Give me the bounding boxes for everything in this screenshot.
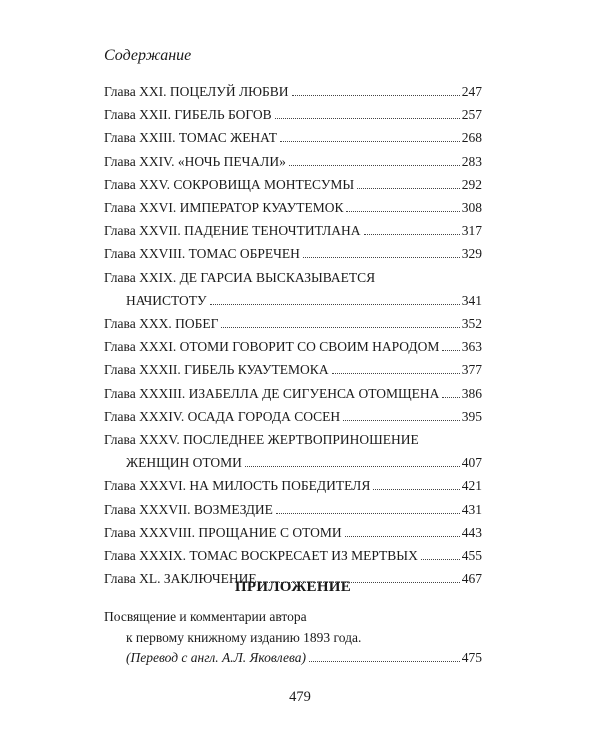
- toc-entry-page: 257: [461, 107, 482, 123]
- toc-entry-label: Глава XXX. ПОБЕГ: [104, 316, 219, 332]
- appendix-entry-title: Посвящение и комментарии автора: [104, 609, 307, 624]
- dot-leader: [280, 141, 460, 142]
- toc-entry: [104, 126, 482, 149]
- toc-entry-label-continued: НАЧИСТОТУ: [126, 292, 207, 308]
- toc-entry-label: Глава XXXII. ГИБЕЛЬ КУАУТЕМОКА: [104, 362, 329, 378]
- appendix-entry-page: 475: [461, 650, 482, 665]
- toc-entry: [104, 103, 482, 126]
- dot-leader: [309, 661, 460, 662]
- toc-entry-page: 431: [461, 501, 482, 517]
- toc-entry-label: Глава XXII. ГИБЕЛЬ БОГОВ: [104, 107, 272, 123]
- dot-leader: [221, 327, 459, 328]
- toc-entry-page: 268: [461, 130, 482, 146]
- toc-entry: [104, 382, 482, 405]
- toc-entry-label: Глава XXIX. ДЕ ГАРСИА ВЫСКАЗЫВАЕТСЯ: [104, 269, 376, 285]
- dot-leader: [442, 350, 459, 351]
- page-number: 479: [289, 689, 311, 705]
- toc-entry-page: 467: [461, 571, 482, 587]
- toc-entry-page: 247: [461, 84, 482, 99]
- toc-entry-label: Глава XXXVII. ВОЗМЕЗДИЕ: [104, 501, 273, 517]
- toc-entry-label: Глава XXVIII. ТОМАС ОБРЕЧЕН: [104, 246, 300, 262]
- toc-entry: [104, 498, 482, 521]
- toc-entry-label: Глава XXXV. ПОСЛЕДНЕЕ ЖЕРТВОПРИНОШЕНИЕ: [104, 432, 419, 448]
- toc-entry: [104, 242, 482, 265]
- dot-leader: [345, 536, 460, 537]
- dot-leader: [357, 188, 460, 189]
- toc-entry: [104, 358, 482, 381]
- toc-entry-page: 377: [461, 362, 482, 378]
- dot-leader: [245, 466, 460, 467]
- toc-entry: [104, 312, 482, 335]
- toc-entry: [104, 150, 482, 173]
- toc-entry-page: 292: [461, 176, 482, 192]
- appendix-heading: ПРИЛОЖЕНИЕ: [234, 579, 352, 595]
- toc-entry-label: Глава XXXVI. НА МИЛОСТЬ ПОБЕДИТЕЛЯ: [104, 478, 371, 494]
- toc-entry-page: 352: [461, 316, 482, 332]
- dot-leader: [303, 257, 460, 258]
- dot-leader: [343, 420, 460, 421]
- toc-entry-label: Глава XXV. СОКРОВИЩА МОНТЕСУМЫ: [104, 176, 355, 192]
- toc-entry-page: 395: [461, 408, 482, 424]
- toc-entry-page: 363: [461, 339, 482, 355]
- dot-leader: [364, 234, 460, 235]
- dot-leader: [289, 165, 460, 166]
- appendix-translator-note: (Перевод с англ. А.Л. Яковлева): [126, 650, 307, 665]
- dot-leader: [276, 513, 460, 514]
- toc-entry-label: Глава XXVI. ИМПЕРАТОР КУАУТЕМОК: [104, 200, 344, 216]
- toc-entry: [104, 196, 482, 219]
- toc-entry-page: 407: [461, 455, 482, 471]
- toc-entry: [104, 173, 482, 196]
- toc-entry-label: Глава XXIII. ТОМАС ЖЕНАТ: [104, 130, 277, 146]
- toc-entry: [104, 544, 482, 567]
- toc-entry-label: Глава XXVII. ПАДЕНИЕ ТЕНОЧТИТЛАНА: [104, 223, 361, 239]
- toc-entry: [104, 266, 482, 312]
- toc-entry-page: 308: [461, 200, 482, 216]
- dot-leader: [292, 95, 460, 96]
- dot-leader: [346, 211, 459, 212]
- toc-entry-page: 386: [461, 385, 482, 401]
- toc-entry-page: 341: [461, 292, 482, 308]
- toc-entry-label: Глава XXIV. «НОЧЬ ПЕЧАЛИ»: [104, 153, 286, 169]
- toc-entry-label: Глава XXXIII. ИЗАБЕЛЛА ДЕ СИГУЕНСА ОТОМЩЕНА: [104, 385, 440, 401]
- toc-entry-label: Глава XXXIX. ТОМАС ВОСКРЕСАЕТ ИЗ МЕРТВЫХ: [104, 548, 418, 564]
- dot-leader: [373, 489, 459, 490]
- toc-entry-label: Глава XXXVIII. ПРОЩАНИЕ С ОТОМИ: [104, 524, 342, 540]
- appendix-entry-subtitle: к первому книжному изданию 1893 года.: [126, 629, 362, 645]
- toc-entry-label: Глава XL. ЗАКЛЮЧЕНИЕ: [104, 571, 257, 587]
- toc-entry: [104, 405, 482, 428]
- running-head: Содержание: [104, 47, 192, 64]
- toc-entry-label-continued: ЖЕНЩИН ОТОМИ: [126, 455, 242, 471]
- toc-entry-page: 317: [461, 223, 482, 239]
- toc-entry: [104, 219, 482, 242]
- toc-entry-page: 329: [461, 246, 482, 262]
- dot-leader: [332, 373, 460, 374]
- dot-leader: [275, 118, 460, 119]
- toc-entry: [104, 80, 482, 103]
- table-of-contents: [104, 80, 482, 590]
- dot-leader: [421, 559, 460, 560]
- toc-entry: [104, 335, 482, 358]
- toc-entry-page: 421: [461, 478, 482, 494]
- toc-entry-label: Глава XXXIV. ОСАДА ГОРОДА СОСЕН: [104, 408, 341, 424]
- appendix-entry: [104, 607, 482, 669]
- toc-entry-page: 283: [461, 153, 482, 169]
- toc-entry: [104, 521, 482, 544]
- toc-entry: [104, 428, 482, 474]
- dot-leader: [442, 397, 459, 398]
- toc-entry-page: 455: [461, 548, 482, 564]
- toc-entry-label: Глава XXI. ПОЦЕЛУЙ ЛЮБВИ: [104, 84, 289, 99]
- toc-entry-page: 443: [461, 524, 482, 540]
- toc-entry-label: Глава XXXI. ОТОМИ ГОВОРИТ СО СВОИМ НАРОДОМ: [104, 339, 440, 355]
- toc-entry: [104, 474, 482, 497]
- dot-leader: [210, 304, 460, 305]
